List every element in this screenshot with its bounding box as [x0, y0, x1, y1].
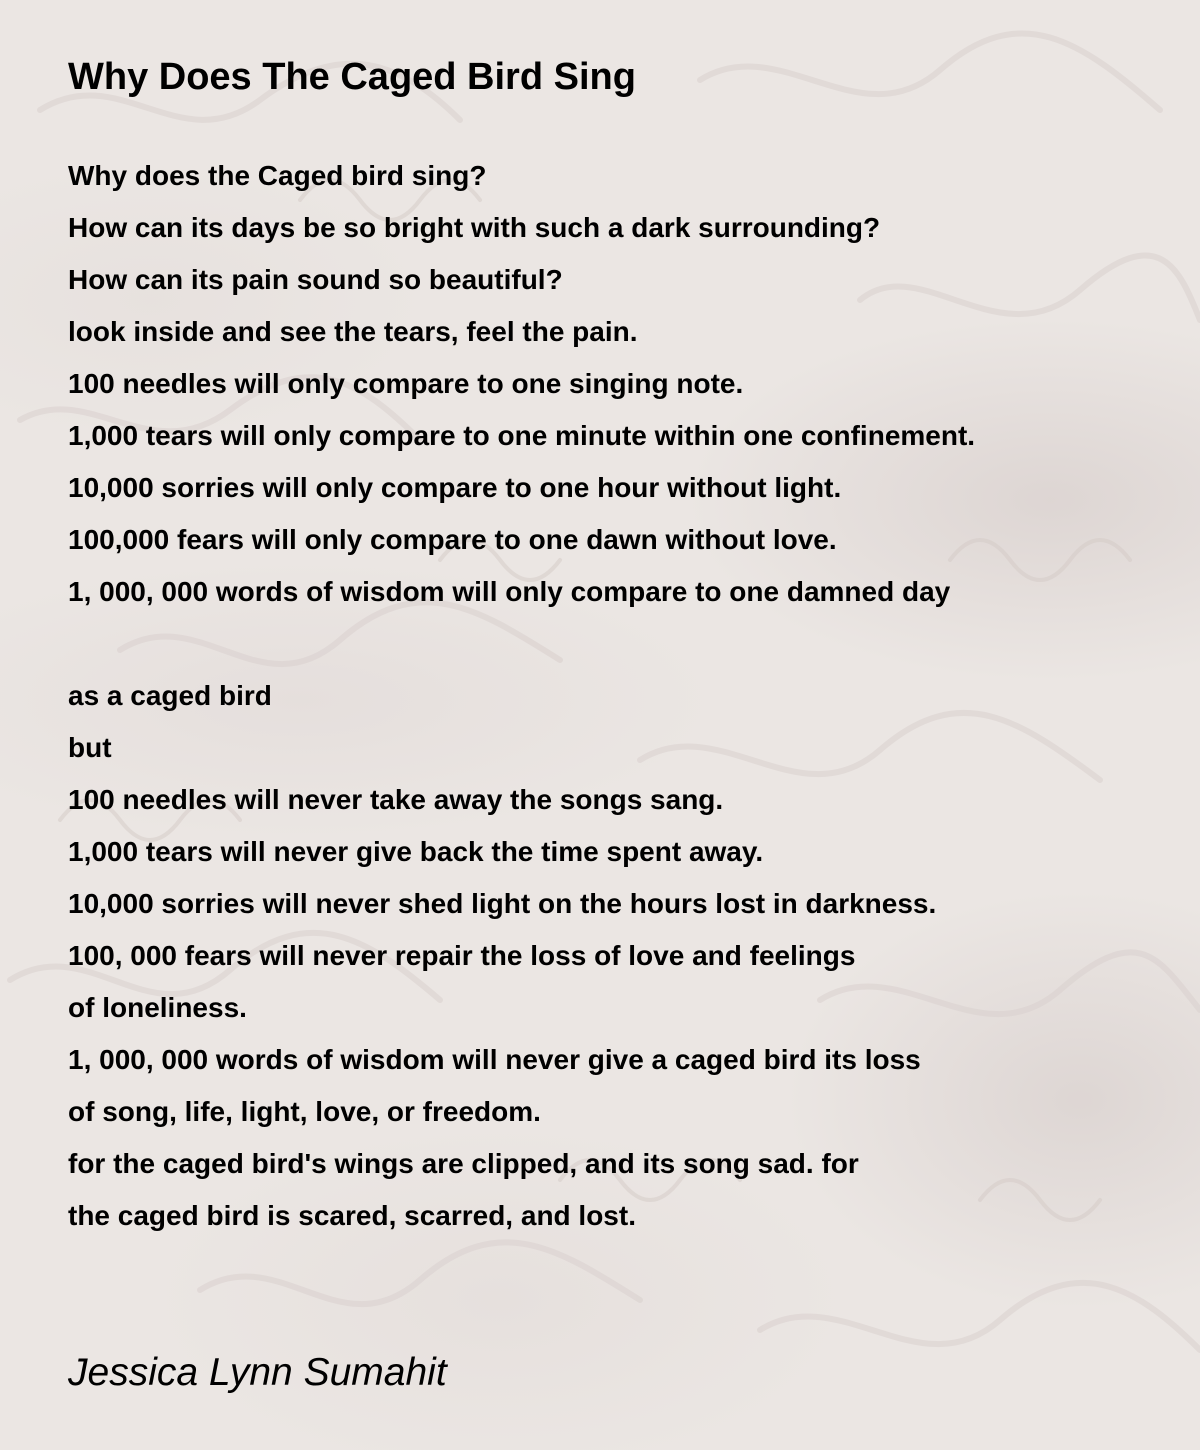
poem-title: Why Does The Caged Bird Sing: [68, 56, 636, 98]
poem-line: How can its pain sound so beautiful?: [68, 264, 563, 295]
poem-line: 10,000 sorries will only compare to one hour without light.: [68, 472, 842, 503]
poem-line: 10,000 sorries will never shed light on the hours lost in darkness.: [68, 888, 937, 919]
poem-line: of song, life, light, love, or freedom.: [68, 1096, 541, 1127]
poem-line: How can its days be so bright with such a dark surrounding?: [68, 212, 881, 243]
poem-line: 1,000 tears will never give back the time spent away.: [68, 836, 764, 867]
poem-line: Why does the Caged bird sing?: [68, 160, 487, 191]
poem-line: 100, 000 fears will never repair the loss of love and feelings: [68, 940, 856, 971]
poem-line: 1, 000, 000 words of wisdom will only compare to one damned day: [68, 576, 951, 607]
poem-line: 1, 000, 000 words of wisdom will never give a caged bird its loss: [68, 1044, 921, 1075]
poem-line: 100 needles will only compare to one singing note.: [68, 368, 744, 399]
poem-line: but: [68, 732, 112, 763]
poem-line: of loneliness.: [68, 992, 247, 1023]
stanza-1: [68, 150, 975, 618]
poem-line: the caged bird is scared, scarred, and lost.: [68, 1200, 636, 1231]
poem-author: Jessica Lynn Sumahit: [68, 1351, 447, 1394]
poem-line: 100 needles will never take away the songs sang.: [68, 784, 724, 815]
poem-line: as a caged bird: [68, 680, 272, 711]
stanza-2: [68, 670, 936, 1242]
poem-line: 100,000 fears will only compare to one dawn without love.: [68, 524, 837, 555]
poem-line: 1,000 tears will only compare to one minute within one confinement.: [68, 420, 976, 451]
poem-line: for the caged bird's wings are clipped, and its song sad. for: [68, 1148, 859, 1179]
poem-line: look inside and see the tears, feel the pain.: [68, 316, 638, 347]
